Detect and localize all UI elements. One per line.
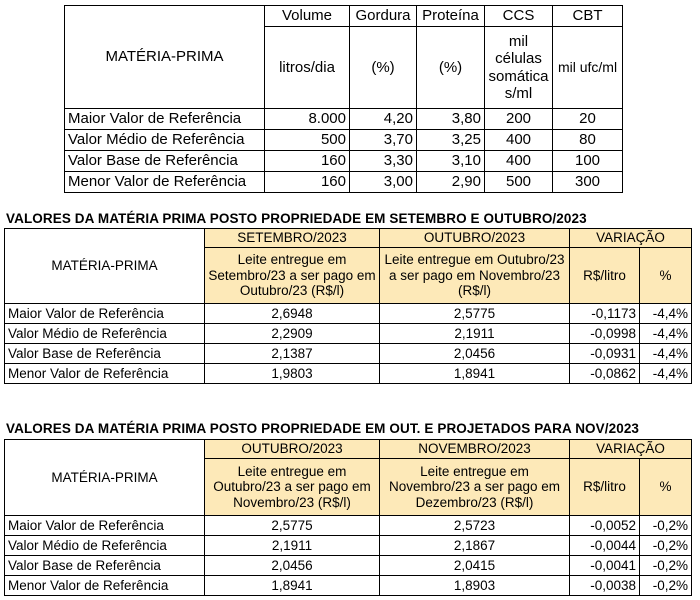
variation-header: VARIAÇÃO [570, 440, 692, 459]
table-row [5, 576, 692, 596]
table-row [5, 364, 692, 384]
row-label: Menor Valor de Referência [5, 576, 205, 596]
cell: -0,2% [640, 516, 692, 536]
period1-header: OUTUBRO/2023 [205, 440, 380, 459]
row-header: MATÉRIA-PRIMA [5, 229, 205, 304]
reference-parameters-table [64, 5, 623, 193]
cell: 200 [485, 109, 553, 130]
row-label: Maior Valor de Referência [5, 516, 205, 536]
cell: -4,4% [640, 304, 692, 324]
period2-description: Leite entregue em Outubro/23 a ser pago em Novembro/23 (R$/l) [380, 248, 570, 304]
table-row [5, 516, 692, 536]
cell: -0,2% [640, 576, 692, 596]
cell: 8.000 [265, 109, 350, 130]
cell: 500 [485, 172, 553, 193]
table-row [65, 109, 623, 130]
cell: -0,0041 [570, 556, 640, 576]
section-title-oct-nov: VALORES DA MATÉRIA PRIMA POSTO PROPRIEDADE EM OUT. E PROJETADOS PARA NOV/2023 [6, 421, 640, 436]
col-header-cbt: CBT [553, 6, 623, 27]
cell: 160 [265, 172, 350, 193]
variation-unit-pct: % [640, 459, 692, 516]
cell: 1,8903 [380, 576, 570, 596]
col-header-gordura: Gordura [350, 6, 417, 27]
period2-header: NOVEMBRO/2023 [380, 440, 570, 459]
col-header-ccs: CCS [485, 6, 553, 27]
cell: 2,2909 [205, 324, 380, 344]
cell: 400 [485, 130, 553, 151]
unit-gordura: (%) [350, 27, 417, 109]
cell: 3,30 [350, 151, 417, 172]
cell: 2,5775 [205, 516, 380, 536]
cell: 2,5723 [380, 516, 570, 536]
col-header-volume: Volume [265, 6, 350, 27]
unit-proteina: (%) [417, 27, 485, 109]
unit-ccs: mil células somática s/ml [485, 27, 553, 109]
cell: -4,4% [640, 364, 692, 384]
row-label: Valor Base de Referência [5, 556, 205, 576]
oct-nov-values-table [4, 439, 692, 596]
cell: -0,0998 [570, 324, 640, 344]
cell: 3,00 [350, 172, 417, 193]
cell: 2,0456 [380, 344, 570, 364]
cell: 500 [265, 130, 350, 151]
table-row [5, 324, 692, 344]
cell: -0,0052 [570, 516, 640, 536]
cell: 2,6948 [205, 304, 380, 324]
cell: -0,1173 [570, 304, 640, 324]
period1-description: Leite entregue em Setembro/23 a ser pago em Outubro/23 (R$/l) [205, 248, 380, 304]
row-label: Valor Médio de Referência [65, 130, 265, 151]
variation-header: VARIAÇÃO [570, 229, 692, 248]
cell: 160 [265, 151, 350, 172]
cell: 300 [553, 172, 623, 193]
period2-description: Leite entregue em Novembro/23 a ser pago em Dezembro/23 (R$/l) [380, 459, 570, 516]
row-label: Valor Médio de Referência [5, 324, 205, 344]
cell: 2,0415 [380, 556, 570, 576]
variation-unit-rs: R$/litro [570, 248, 640, 304]
unit-volume: litros/dia [265, 27, 350, 109]
cell: -0,0038 [570, 576, 640, 596]
cell: -0,2% [640, 536, 692, 556]
cell: -0,0044 [570, 536, 640, 556]
row-header: MATÉRIA-PRIMA [65, 6, 265, 109]
cell: -4,4% [640, 324, 692, 344]
row-label: Valor Base de Referência [5, 344, 205, 364]
cell: -0,2% [640, 556, 692, 576]
cell: 20 [553, 109, 623, 130]
table-row [5, 536, 692, 556]
cell: 3,70 [350, 130, 417, 151]
cell: -0,0862 [570, 364, 640, 384]
cell: 3,10 [417, 151, 485, 172]
cell: 4,20 [350, 109, 417, 130]
cell: 2,1911 [380, 324, 570, 344]
table-row [65, 151, 623, 172]
row-label: Menor Valor de Referência [5, 364, 205, 384]
col-header-proteina: Proteína [417, 6, 485, 27]
row-header: MATÉRIA-PRIMA [5, 440, 205, 516]
cell: 80 [553, 130, 623, 151]
period1-description: Leite entregue em Outubro/23 a ser pago em Novembro/23 (R$/l) [205, 459, 380, 516]
sep-oct-values-table [4, 228, 692, 384]
row-label: Valor Base de Referência [65, 151, 265, 172]
variation-unit-rs: R$/litro [570, 459, 640, 516]
period2-header: OUTUBRO/2023 [380, 229, 570, 248]
variation-unit-pct: % [640, 248, 692, 304]
row-label: Maior Valor de Referência [65, 109, 265, 130]
cell: 2,1387 [205, 344, 380, 364]
cell: 3,80 [417, 109, 485, 130]
unit-cbt: mil ufc/ml [553, 27, 623, 109]
cell: 3,25 [417, 130, 485, 151]
cell: 1,8941 [205, 576, 380, 596]
table-row [5, 304, 692, 324]
cell: 1,9803 [205, 364, 380, 384]
cell: -0,0931 [570, 344, 640, 364]
table-row [5, 556, 692, 576]
cell: 2,0456 [205, 556, 380, 576]
cell: 2,5775 [380, 304, 570, 324]
cell: 2,1867 [380, 536, 570, 556]
table-row [5, 344, 692, 364]
cell: 2,90 [417, 172, 485, 193]
cell: 1,8941 [380, 364, 570, 384]
period1-header: SETEMBRO/2023 [205, 229, 380, 248]
cell: 400 [485, 151, 553, 172]
section-title-sep-oct: VALORES DA MATÉRIA PRIMA POSTO PROPRIEDADE EM SETEMBRO E OUTUBRO/2023 [6, 211, 587, 226]
cell: -4,4% [640, 344, 692, 364]
row-label: Valor Médio de Referência [5, 536, 205, 556]
cell: 100 [553, 151, 623, 172]
table-row [65, 130, 623, 151]
row-label: Menor Valor de Referência [65, 172, 265, 193]
row-label: Maior Valor de Referência [5, 304, 205, 324]
cell: 2,1911 [205, 536, 380, 556]
table-row [65, 172, 623, 193]
